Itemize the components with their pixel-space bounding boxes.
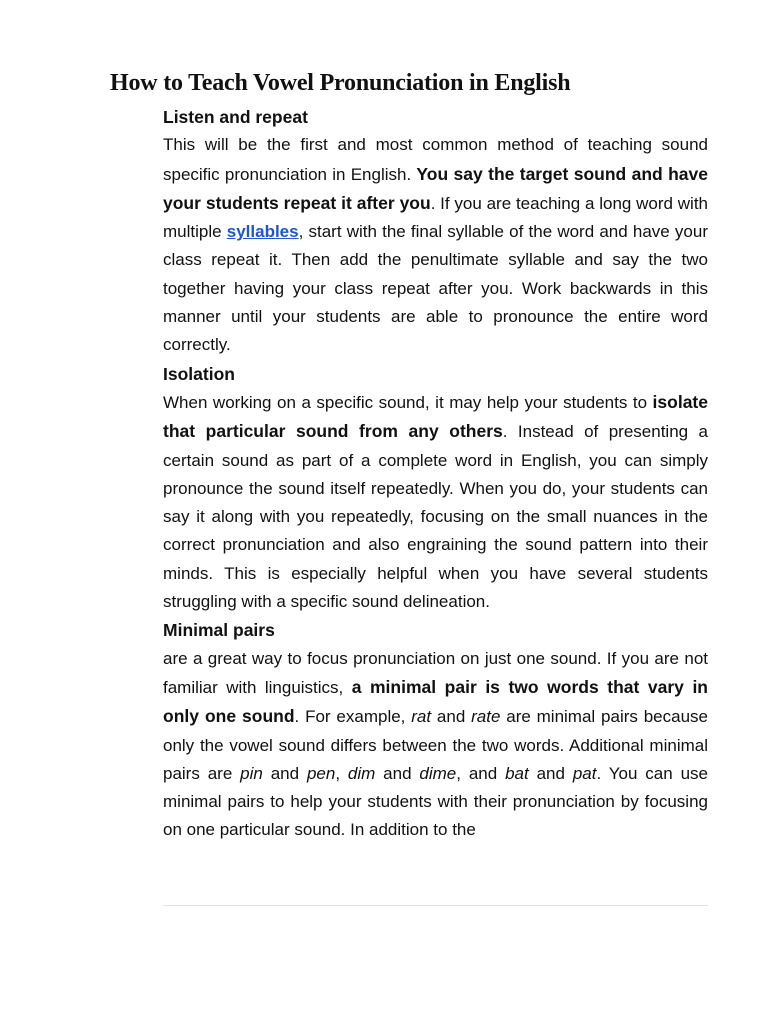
section-heading-listen-repeat: Listen and repeat (163, 107, 308, 127)
text-run: and (375, 763, 420, 783)
text-run: . If you are teaching a long word with multiple (163, 193, 708, 242)
syllables-link[interactable]: syllables (226, 222, 299, 242)
text-run: . You can use minimal pairs to help your students with their pronunciation by focusing on one particular sound. In addition to the (163, 763, 708, 840)
italic-word: dime (419, 763, 457, 783)
text-run: This will be the first and most common method of teaching sound specific pronunciation in English. (163, 135, 708, 184)
text-run: and (431, 707, 472, 727)
italic-word: dim (347, 763, 376, 783)
section-paragraph-listen-repeat (163, 131, 708, 359)
text-run: When working on a specific sound, it may help your students to (163, 392, 653, 412)
text-run: and (262, 763, 307, 783)
text-run: , and (456, 763, 506, 783)
bold-emphasis: You say the target sound and have your students repeat it after you (163, 163, 708, 213)
text-run: , start with the final syllable of the word and have your class repeat it. Then add the penultimate syllable and say the two together having your class repeat after you. Work backwards in this manner until your students are able to pronounce the entire word correctly. (163, 222, 708, 355)
text-run: are a great way to focus pronunciation on just one sound. If you are not familiar with linguistics, (163, 648, 708, 697)
italic-word: pin (240, 763, 263, 783)
italic-word: pen (306, 763, 336, 783)
article-body (163, 103, 708, 845)
page-title: How to Teach Vowel Pronunciation in English (110, 70, 571, 96)
italic-word: pat (572, 763, 597, 783)
section-heading-isolation: Isolation (163, 363, 235, 384)
italic-word: bat (505, 763, 529, 783)
text-run: , (335, 763, 348, 783)
section-heading-minimal-pairs: Minimal pairs (163, 620, 275, 641)
text-run: . Instead of presenting a certain sound as part of a complete word in English, you can simply pronounce the sound itself repeatedly. When you do, your students can say it along with you repeatedly, focusing on the small nuances in the correct pronunciation and also engraining the sound pattern into their minds. This is especially helpful when you have several students struggling with a specific sound delineation. (163, 422, 708, 612)
section-paragraph-isolation (163, 388, 708, 616)
text-run: and (528, 763, 573, 783)
bottom-divider (163, 905, 708, 906)
italic-word: rate (471, 707, 501, 727)
section-paragraph-minimal-pairs (163, 645, 708, 845)
bold-emphasis: a minimal pair is two words that vary in only one sound (163, 676, 708, 727)
text-run: . For example, (294, 707, 412, 727)
text-run: are minimal pairs because only the vowel sound differs between the two words. Additional minimal pairs are (163, 707, 708, 783)
bold-emphasis: isolate that particular sound from any others (163, 391, 708, 442)
italic-word: rat (411, 707, 432, 727)
